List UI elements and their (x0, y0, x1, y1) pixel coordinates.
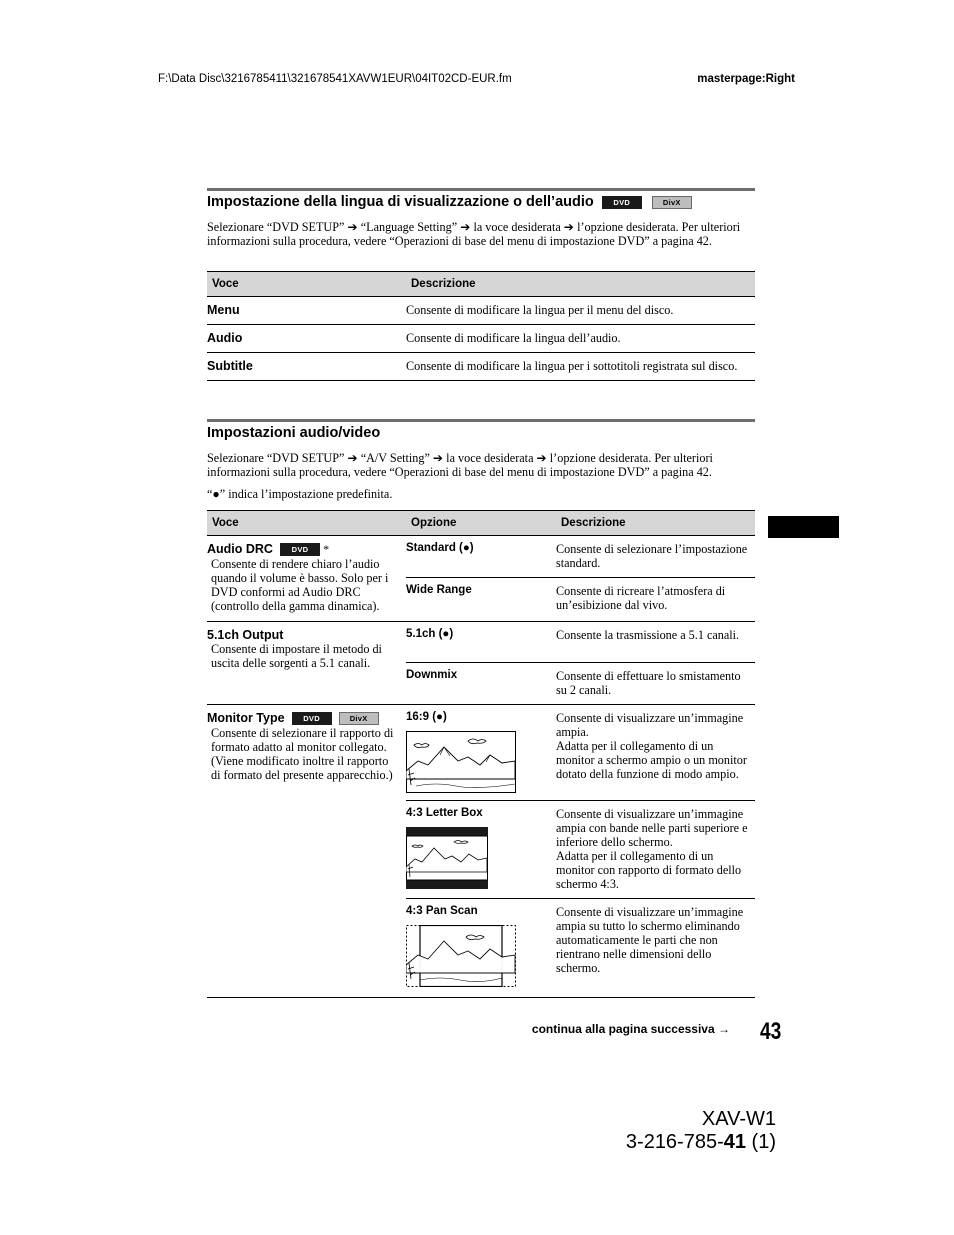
option-wide-range: Wide Range (406, 578, 556, 622)
table-row (207, 536, 755, 578)
panscan-picture-icon (406, 925, 516, 987)
monitor-type-desc1: Consente di selezionare il rapporto di formato adatto al monitor collegato. (211, 726, 394, 754)
section1-intro: Selezionare “DVD SETUP” ➔ “Language Setting” ➔ la voce desiderata ➔ l’opzione desiderata. Per ulteriori informazioni sulla procedura, vedere “Operazioni di base del menu di impostazione DVD” a pagina 42. (207, 220, 741, 248)
option-letterbox: 4:3 Letter Box (406, 807, 483, 819)
desc-letterbox (556, 801, 755, 899)
desc-wide-range: Consente di ricreare l’atmosfera di un’esibizione dal vivo. (556, 578, 755, 622)
widescreen-picture-icon (406, 731, 516, 793)
option-standard: Standard (●) (406, 536, 556, 578)
part-suffix: (1) (746, 1131, 776, 1153)
av-table (207, 510, 755, 998)
output-51-name: 5.1ch Output (207, 628, 284, 642)
desc-audio: Consente di modificare la lingua dell’audio. (406, 325, 755, 353)
table-row (207, 325, 755, 353)
col-descrizione: Descrizione (556, 511, 755, 536)
page-number: 43 (760, 1018, 782, 1045)
desc-letterbox-line1: Consente di visualizzare un’immagine ampia con bande nelle parti superiore e inferiore dello schermo. (556, 807, 748, 849)
continue-note (532, 1022, 730, 1036)
section1-title (207, 194, 692, 210)
model-name: XAV-W1 (701, 1108, 776, 1130)
audio-drc-name: Audio DRC (207, 542, 273, 556)
part-prefix: 3-216-785- (625, 1131, 724, 1153)
option-panscan: 4:3 Pan Scan (406, 905, 478, 917)
table-row (207, 705, 755, 801)
option-169: 16:9 (●) (406, 711, 447, 723)
section2-title: Impostazioni audio/video (207, 425, 381, 441)
arrow-right-icon: → (718, 1022, 730, 1036)
desc-subtitle: Consente di modificare la lingua per i sottotitoli registrata sul disco. (406, 353, 755, 381)
dvd-badge-icon: DVD (292, 712, 332, 725)
desc-51ch: Consente la trasmissione a 5.1 canali. (556, 622, 755, 663)
file-path: F:\Data Disc\3216785411\321678541XAVW1EUR\04IT02CD-EUR.fm (158, 73, 512, 85)
voce-audio-drc (207, 536, 406, 622)
masterpage-label: masterpage:Right (697, 73, 795, 85)
audio-drc-desc: Consente di rendere chiaro l’audio quando il volume è basso. Solo per i DVD conformi ad Audio DRC (controllo della gamma dinamica). (211, 557, 389, 613)
col-voce: Voce (207, 272, 406, 297)
divx-badge-icon: DivX (339, 712, 379, 725)
voce-monitor-type (207, 705, 406, 998)
option-letterbox-cell (406, 801, 556, 899)
dvd-badge-icon: DVD (280, 543, 320, 556)
option-169-cell (406, 705, 556, 801)
audio-drc-asterisk: * (323, 542, 330, 556)
dvd-badge-icon: DVD (602, 196, 642, 209)
output-51-desc: Consente di impostare il metodo di uscita delle sorgenti a 5.1 canali. (211, 642, 382, 670)
desc-standard: Consente di selezionare l’impostazione standard. (556, 536, 755, 578)
desc-menu: Consente di modificare la lingua per il menu del disco. (406, 297, 755, 325)
section1-title-text: Impostazione della lingua di visualizzazione o dell’audio (207, 194, 594, 210)
section2-rule (207, 419, 755, 422)
language-table (207, 271, 755, 381)
divx-badge-icon: DivX (652, 196, 692, 209)
voce-51ch-output (207, 622, 406, 705)
table-row (207, 353, 755, 381)
option-panscan-cell (406, 899, 556, 998)
section2-intro: Selezionare “DVD SETUP” ➔ “A/V Setting” ➔ la voce desiderata ➔ l’opzione desiderata. Per ulteriori informazioni sulla procedura, vedere “Operazioni di base del menu di impostazione DVD” a pagina 42. (207, 451, 713, 479)
desc-panscan: Consente di visualizzare un’immagine ampia su tutto lo schermo eliminando automaticamente le parti che non rientrano nelle dimensioni dello schermo. (556, 899, 755, 998)
section1-rule (207, 188, 755, 191)
desc-169 (556, 705, 755, 801)
part-number (626, 1131, 776, 1154)
continue-text: continua alla pagina successiva (531, 1022, 715, 1036)
voce-audio: Audio (207, 325, 406, 353)
col-voce: Voce (207, 511, 406, 536)
option-downmix: Downmix (406, 663, 556, 705)
monitor-type-desc2: (Viene modificato inoltre il rapporto di formato del presente apparecchio.) (211, 754, 393, 782)
section-tab-marker (768, 516, 839, 538)
option-51ch: 5.1ch (●) (406, 622, 556, 663)
col-descrizione: Descrizione (406, 272, 755, 297)
voce-menu: Menu (207, 297, 406, 325)
desc-169-line2: Adatta per il collegamento di un monitor a schermo ampio o un monitor dotato della funzione di modo ampio. (556, 739, 747, 781)
letterbox-picture-icon (406, 827, 488, 889)
desc-169-line1: Consente di visualizzare un’immagine ampia. (556, 711, 744, 739)
table-row (207, 622, 755, 663)
desc-letterbox-line2: Adatta per il collegamento di un monitor con rapporto di formato dello schermo 4:3. (556, 849, 742, 891)
monitor-type-name: Monitor Type (207, 711, 285, 725)
voce-subtitle: Subtitle (207, 353, 406, 381)
col-opzione: Opzione (406, 511, 556, 536)
model-block (626, 1108, 776, 1154)
table-row (207, 297, 755, 325)
part-bold: 41 (723, 1131, 746, 1153)
desc-downmix: Consente di effettuare lo smistamento su 2 canali. (556, 663, 755, 705)
default-note: “●” indica l’impostazione predefinita. (207, 487, 393, 501)
